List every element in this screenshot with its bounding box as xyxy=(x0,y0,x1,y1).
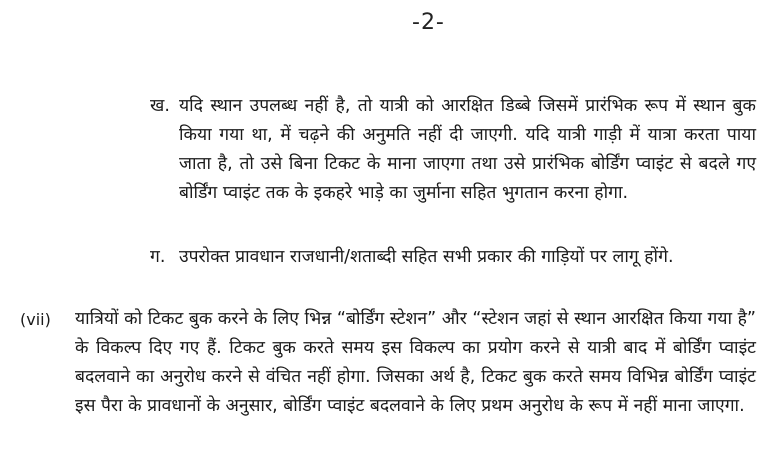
paragraph-vii-text: यात्रियों को टिकट बुक करने के लिए भिन्न “बोर्डिंग स्टेशन” और “स्टेशन जहां से स्थान आरक्षित किया गया है” के विकल्प दिए गए हैं. टिकट बुक करते समय इस विकल्प का प्रयोग करने से यात्री बाद में बोर्डिंग प्वाइंट बदलवाने का अनुरोध करने से वंचित नहीं होगा. जिसका अर्थ है, टिकट बुक करते समय विभिन्न बोर्डिंग प्वाइंट इस पैरा के प्रावधानों के अनुसार, बोर्डिंग प्वाइंट बदलवाने के लिए प्रथम अनुरोध के रूप में नहीं माना जाएगा. xyxy=(75,309,756,416)
clause-ga-marker: ग. xyxy=(150,247,166,267)
paragraph-vii xyxy=(20,305,756,421)
clause-ga xyxy=(150,243,756,272)
paragraph-vii-marker: (vii) xyxy=(20,310,51,329)
clause-kha xyxy=(150,92,756,208)
clause-ga-text: उपरोक्त प्रावधान राजधानी/शताब्दी सहित सभी प्रकार की गाड़ियों पर लागू होंगे. xyxy=(179,247,674,267)
clause-kha-text: यदि स्थान उपलब्ध नहीं है, तो यात्री को आरक्षित डिब्बे जिसमें प्रारंभिक रूप में स्थान बुक किया गया था, में चढ़ने की अनुमति नहीं दी जाएगी. यदि यात्री गाड़ी में यात्रा करता पाया जाता है, तो उसे बिना टिकट के माना जाएगा तथा उसे प्रारंभिक बोर्डिंग प्वाइंट से बदले गए बोर्डिंग प्वाइंट तक के इकहरे भाड़े का जुर्माना सहित भुगतान करना होगा. xyxy=(179,96,756,203)
page-number: -2- xyxy=(412,10,445,35)
clause-kha-marker: ख. xyxy=(150,96,170,116)
